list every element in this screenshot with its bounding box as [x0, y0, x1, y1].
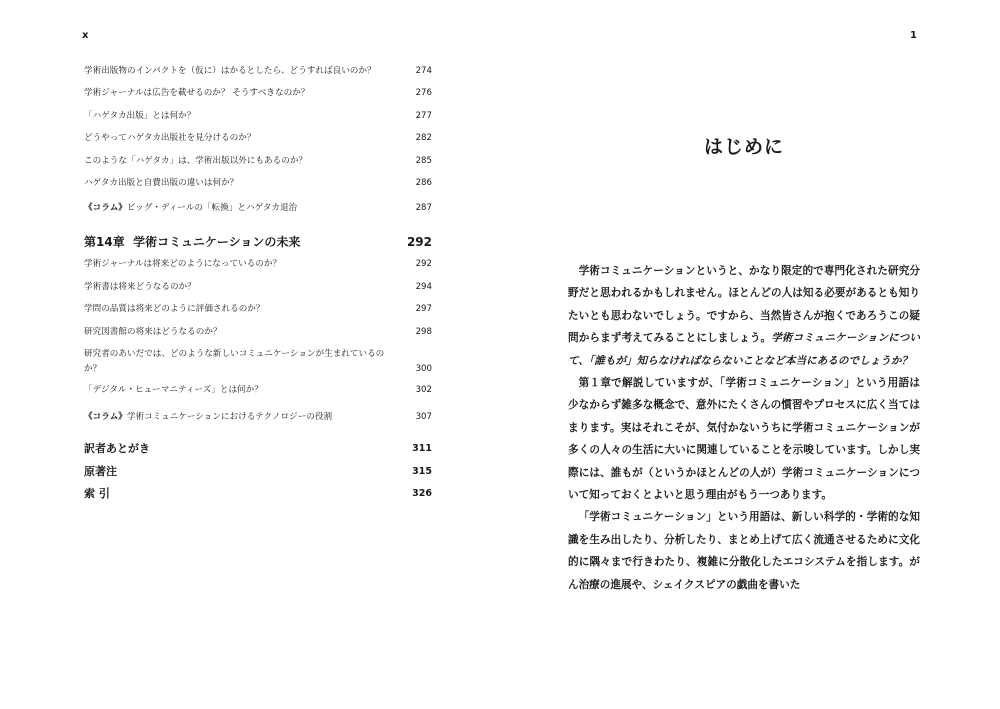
toc-entry[interactable]: 「ハゲタカ出版」とは何か？ 277	[84, 109, 432, 124]
toc-page-number: 294	[415, 281, 432, 292]
toc-entry[interactable]: 学術ジャーナルは将来どのようになっているのか？ 292	[84, 257, 432, 272]
preface-paragraph: 学術コミュニケーションというと、かなり限定的で専門化された研究分野だと思われるかもしれません。ほとんどの人は知る必要があるとも知りたいとも思わないでしょう。ですから、当然皆さんが抱くであろうこの疑問からまず考えてみることにしましょう。学術コミュニケーションについて、「誰もが」知らなければならないことなど本当にあるのでしょうか？	[568, 265, 921, 367]
toc-entry[interactable]: 学問の品質は将来どのように評価されるのか？ 297	[84, 302, 432, 317]
toc-entry[interactable]: 学術出版物のインパクトを（仮に）はかるとしたら、どうすれば良いのか？ 274	[84, 64, 432, 79]
toc-column-entry[interactable]: 《コラム》学術コミュニケーションにおけるテクノロジーの役割 307	[84, 410, 432, 425]
column-label: 《コラム》	[84, 203, 127, 213]
toc-page-number: 300	[415, 364, 432, 374]
preface-paragraph: 「学術コミュニケーション」という用語は、新しい科学的・学術的な知識を生み出したり、分析したり、まとめ上げて広く流通させるために文化的に隅々まで行きわたり、複雑に分散化したエコシステムを指します。がん治療の進展や、シェイクスピアの戯曲を書いた	[568, 511, 920, 591]
toc-entry[interactable]: 「デジタル・ヒューマニティーズ」とは何か？ 302	[84, 383, 432, 398]
toc-page-number: 282	[415, 133, 432, 143]
right-page-number: 1	[910, 30, 917, 41]
table-of-contents	[84, 64, 432, 509]
preface-title: はじめに	[703, 136, 784, 158]
toc-page-number: 326	[412, 488, 432, 499]
toc-page-number: 285	[415, 155, 432, 166]
left-page-number: x	[82, 30, 89, 41]
chapter-label: 第14章	[84, 235, 125, 249]
toc-page-number: 292	[406, 235, 432, 249]
emphasized-question: 学術コミュニケーションについて、「誰もが」知らなければならないことなど本当にあるのでしょうか？	[568, 332, 921, 367]
toc-entry[interactable]: 学術ジャーナルは広告を載せるのか？ そうすべきなのか？ 276	[84, 86, 432, 101]
toc-entry[interactable]: ハゲタカ出版と自費出版の違いは何か？ 286	[84, 176, 432, 191]
chapter-title: 学術コミュニケーションの未来	[133, 235, 301, 249]
toc-entry[interactable]: どうやってハゲタカ出版社を見分けるのか？ 282	[84, 131, 432, 146]
preface-body	[568, 260, 920, 596]
toc-page-number: 298	[415, 326, 432, 337]
toc-page-number: 315	[412, 465, 432, 477]
toc-page-number: 287	[415, 203, 432, 213]
toc-page-number: 302	[415, 385, 432, 395]
toc-page-number: 286	[415, 178, 432, 188]
toc-entry[interactable]: このような「ハゲタカ」は、学術出版以外にもあるのか？ 285	[84, 154, 432, 169]
toc-chapter-heading[interactable]	[84, 235, 432, 250]
toc-page-number: 277	[415, 110, 432, 121]
preface-paragraph: 第１章で解説していますが、「学術コミュニケーション」という用語は少なからず雑多な概念で、意外にたくさんの慣習やプロセスに広く当てはまります。実はそれこそが、気付かないうちに学術コミュニケーションが多くの人々の生活に大いに関連していることを示唆しています。しかし実際には、誰もが（というかほとんどの人が）学術コミュニケーションについて知っておくとよいと思う理由がもう一つあります。	[568, 377, 920, 502]
toc-page-number: 274	[415, 66, 432, 76]
toc-entry[interactable]: 学術書は将来どうなるのか？ 294	[84, 280, 432, 295]
toc-entry[interactable]: 研究図書館の将来はどうなるのか？ 298	[84, 325, 432, 340]
toc-page-number: 297	[415, 304, 432, 314]
toc-page-number: 276	[415, 88, 432, 98]
toc-back-matter-entry[interactable]: 索 引 326	[84, 487, 432, 500]
toc-entry[interactable]: 研究者のあいだでは、どのような新しいコミュニケーションが生まれているのか？ 300	[84, 347, 432, 377]
toc-column-entry[interactable]: 《コラム》ビッグ・ディールの「転換」とハゲタカ退治 287	[84, 201, 432, 216]
column-label: 《コラム》	[84, 412, 127, 422]
toc-page-number: 307	[415, 412, 432, 422]
toc-page-number: 292	[415, 259, 432, 269]
toc-back-matter-entry[interactable]: 原著注 315	[84, 464, 432, 478]
toc-page-number: 311	[412, 443, 432, 454]
toc-back-matter-entry[interactable]: 訳者あとがき 311	[84, 442, 432, 455]
